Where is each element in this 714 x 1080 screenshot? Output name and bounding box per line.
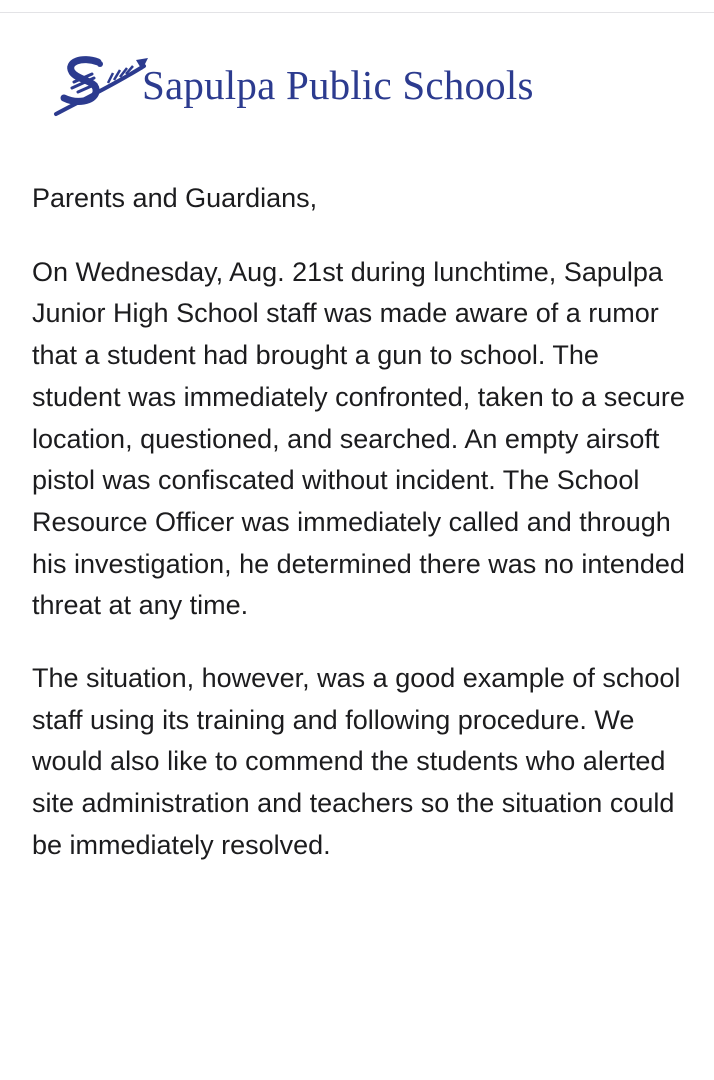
email-header bbox=[52, 52, 534, 122]
letter-body bbox=[32, 178, 692, 867]
salutation: Parents and Guardians, bbox=[32, 183, 318, 213]
sapulpa-chieftain-logo-icon bbox=[52, 52, 148, 122]
paragraph-commendation: The situation, however, was a good example of school staff using its training and following procedure. We would also like to commend the students who alerted site administration and teachers so the situation could be immediately resolved. bbox=[32, 663, 681, 860]
school-district-name: Sapulpa Public Schools bbox=[142, 62, 534, 108]
paragraph-incident: On Wednesday, Aug. 21st during lunchtime, Sapulpa Junior High School staff was made aware of a rumor that a student had brought a gun to school. The student was immediately confronted, taken to a secure location, questioned, and searched. An empty airsoft pistol was confiscated without incident. The School Resource Officer was immediately called and through his investigation, he determined there was no intended threat at any time. bbox=[32, 256, 685, 621]
top-divider bbox=[0, 12, 714, 13]
